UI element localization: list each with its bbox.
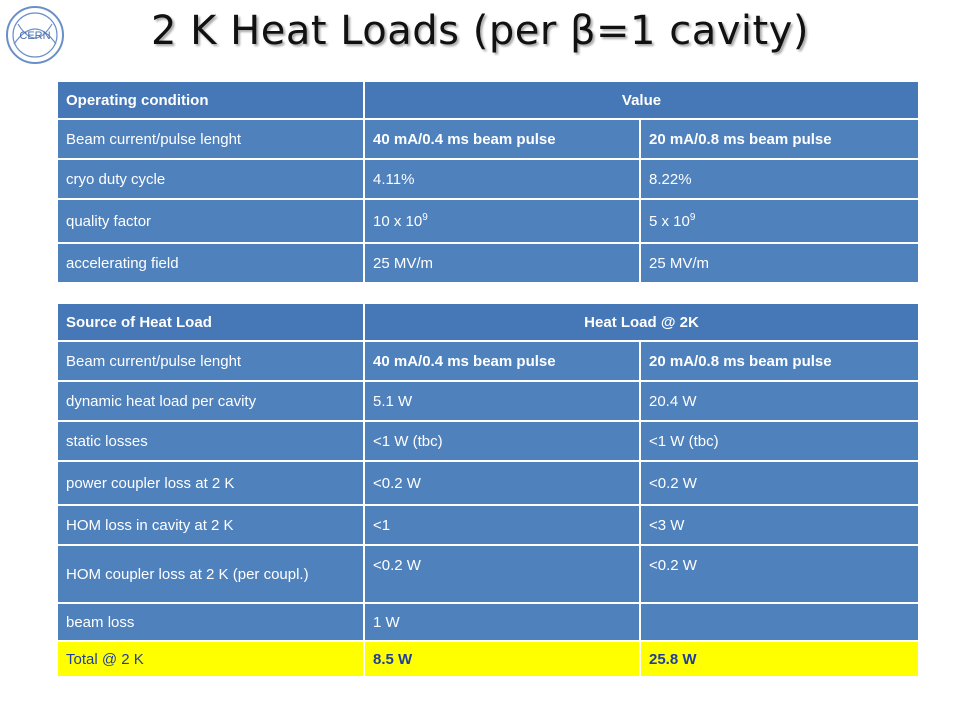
- operating-conditions-table: [56, 80, 920, 284]
- value-base: 10 x 10: [373, 212, 423, 230]
- cell-value: 25 MV/m: [640, 243, 919, 283]
- total-row: [57, 641, 919, 677]
- table-row: [57, 159, 919, 199]
- total-value: 8.5 W: [364, 641, 640, 677]
- cell-value: <0.2 W: [640, 461, 919, 505]
- row-label: Beam current/pulse lenght: [57, 341, 364, 381]
- value-base: 5 x 10: [649, 212, 690, 230]
- cell-value: <0.2 W: [364, 545, 640, 603]
- header-source-of-heat-load: Source of Heat Load: [57, 303, 364, 341]
- cell-value: <1 W (tbc): [364, 421, 640, 461]
- cell-value: 20.4 W: [640, 381, 919, 421]
- row-label: accelerating field: [57, 243, 364, 283]
- row-label: quality factor: [57, 199, 364, 243]
- table-row: [57, 381, 919, 421]
- header-value: Value: [364, 81, 919, 119]
- header-heat-load: Heat Load @ 2K: [364, 303, 919, 341]
- table-row: [57, 119, 919, 159]
- value-exponent: 9: [689, 211, 696, 223]
- row-label: Beam current/pulse lenght: [57, 119, 364, 159]
- table-row: [57, 461, 919, 505]
- cell-value: 1 W: [364, 603, 640, 641]
- total-label: Total @ 2 K: [57, 641, 364, 677]
- cell-value: 5.1 W: [364, 381, 640, 421]
- table-header-row: [57, 303, 919, 341]
- table-row: [57, 341, 919, 381]
- row-label: power coupler loss at 2 K: [57, 461, 364, 505]
- row-label: cryo duty cycle: [57, 159, 364, 199]
- cell-value: 40 mA/0.4 ms beam pulse: [364, 119, 640, 159]
- cell-value: [640, 199, 919, 243]
- total-value: 25.8 W: [640, 641, 919, 677]
- row-label: dynamic heat load per cavity: [57, 381, 364, 421]
- cell-value: 4.11%: [364, 159, 640, 199]
- row-label: HOM loss in cavity at 2 K: [57, 505, 364, 545]
- row-label: HOM coupler loss at 2 K (per coupl.): [57, 545, 364, 603]
- table-header-row: [57, 81, 919, 119]
- table-row: [57, 243, 919, 283]
- cell-value: <1 W (tbc): [640, 421, 919, 461]
- cell-value: [364, 199, 640, 243]
- cell-value: 8.22%: [640, 159, 919, 199]
- page-title: 2 K Heat Loads (per β=1 cavity): [151, 8, 809, 54]
- cell-value: [640, 603, 919, 641]
- table-row: [57, 505, 919, 545]
- logo-text: CERN: [19, 30, 51, 42]
- heat-load-table: [56, 302, 920, 678]
- cell-value: <0.2 W: [364, 461, 640, 505]
- cell-value: <0.2 W: [640, 545, 919, 603]
- cell-value: 40 mA/0.4 ms beam pulse: [364, 341, 640, 381]
- row-label: static losses: [57, 421, 364, 461]
- cell-value: 25 MV/m: [364, 243, 640, 283]
- table-row: [57, 421, 919, 461]
- row-label: beam loss: [57, 603, 364, 641]
- cell-value: <1: [364, 505, 640, 545]
- table-row: [57, 603, 919, 641]
- table-row: [57, 545, 919, 603]
- cell-value: 20 mA/0.8 ms beam pulse: [640, 119, 919, 159]
- cell-value: 20 mA/0.8 ms beam pulse: [640, 341, 919, 381]
- table-row: [57, 199, 919, 243]
- cell-value: <3 W: [640, 505, 919, 545]
- header-operating-condition: Operating condition: [57, 81, 364, 119]
- value-exponent: 9: [422, 211, 428, 223]
